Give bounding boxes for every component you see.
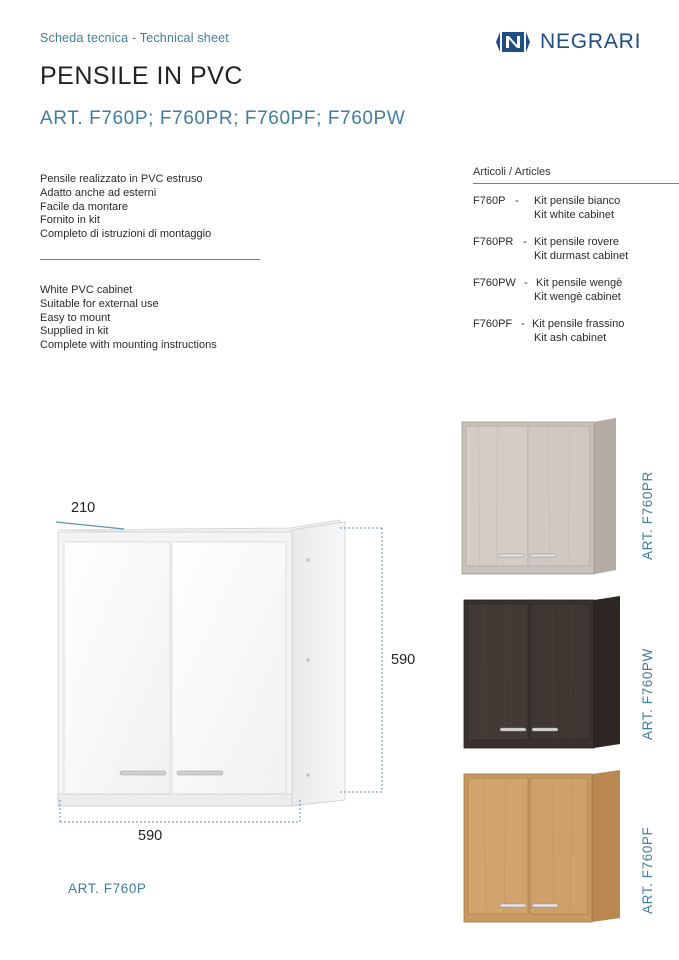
- article-item: [473, 318, 628, 345]
- article-item: [473, 195, 628, 222]
- article-code: F760PR: [473, 236, 514, 248]
- description-line: Supplied in kit: [40, 325, 109, 338]
- brand-logo: [494, 30, 641, 54]
- divider: [40, 259, 260, 260]
- wenge-caption: ART. F760PW: [640, 648, 655, 740]
- width-dimension: 590: [138, 828, 163, 844]
- white-cabinet-illustration: [40, 500, 400, 840]
- description-line: Completo di istruzioni di montaggio: [40, 228, 212, 241]
- negrari-logo-icon: [494, 30, 532, 54]
- article-name-it: Kit pensile bianco: [534, 195, 621, 207]
- height-dimension: 590: [391, 652, 416, 668]
- description-italian: [40, 173, 211, 242]
- description-line: Fornito in kit: [40, 214, 100, 227]
- rovere-caption: ART. F760PR: [640, 471, 655, 560]
- article-code: F760PF: [473, 318, 513, 330]
- article-code: F760PW: [473, 277, 516, 289]
- wenge-cabinet-illustration: [462, 594, 622, 750]
- articles-heading: Articoli / Articles: [473, 166, 551, 178]
- page-title: PENSILE IN PVC: [40, 62, 243, 90]
- article-separator: -: [523, 236, 527, 248]
- article-name-en: Kit durmast cabinet: [534, 249, 629, 262]
- brand-name: NEGRARI: [540, 30, 642, 53]
- article-name-it: Kit pensile frassino: [532, 318, 625, 330]
- description-english: [40, 284, 217, 353]
- description-line: Adatto anche ad esterni: [40, 186, 157, 199]
- article-code: F760P: [473, 195, 506, 207]
- article-separator: -: [515, 195, 519, 207]
- rovere-cabinet-illustration: [458, 416, 618, 576]
- description-line: Complete with mounting instructions: [40, 339, 217, 352]
- frassino-caption: ART. F760PF: [640, 826, 655, 914]
- article-separator: -: [521, 318, 525, 330]
- article-codes-heading: ART. F760P; F760PR; F760PF; F760PW: [40, 108, 406, 129]
- article-name-en: Kit white cabinet: [534, 208, 615, 221]
- description-line: Easy to mount: [40, 311, 111, 324]
- article-item: [473, 277, 628, 304]
- article-name-en: Kit ash cabinet: [534, 331, 607, 344]
- description-line: Suitable for external use: [40, 297, 159, 310]
- article-item: [473, 236, 628, 263]
- divider: [473, 183, 679, 184]
- article-name-en: Kit wengè cabinet: [534, 290, 621, 303]
- description-line: Facile da montare: [40, 200, 129, 213]
- description-line: Pensile realizzato in PVC estruso: [40, 173, 203, 185]
- articles-list: [473, 195, 628, 359]
- main-article-caption: ART. F760P: [68, 881, 147, 896]
- frassino-cabinet-illustration: [460, 768, 622, 924]
- article-separator: -: [524, 277, 528, 289]
- description-line: White PVC cabinet: [40, 284, 133, 296]
- article-name-it: Kit pensile wengè: [536, 277, 623, 289]
- depth-dimension: 210: [71, 500, 96, 516]
- article-name-it: Kit pensile rovere: [534, 236, 619, 248]
- sheet-subheading: Scheda tecnica - Technical sheet: [40, 31, 229, 45]
